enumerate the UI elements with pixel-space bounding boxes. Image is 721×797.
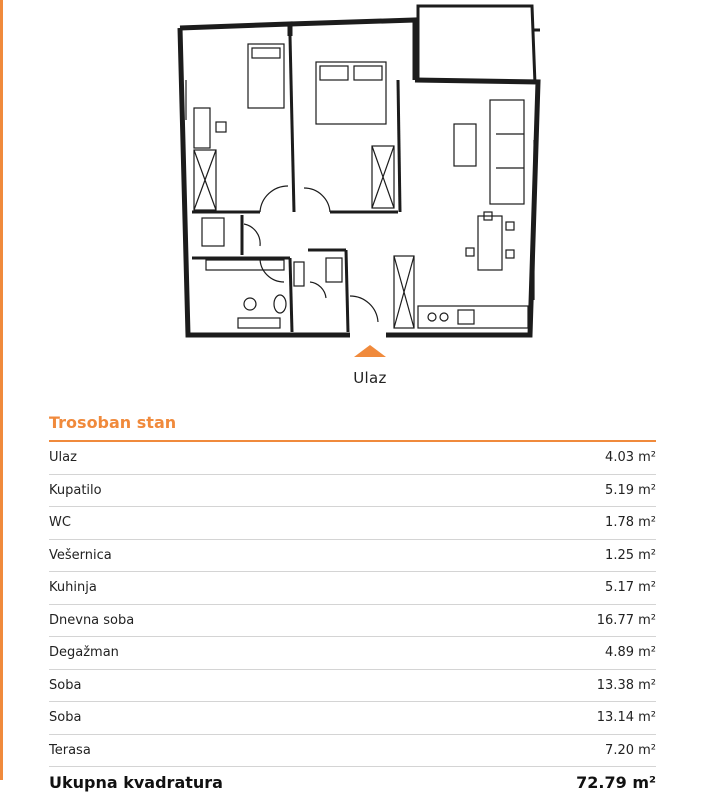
- table-row: [49, 572, 656, 605]
- room-area: 4.03 m²: [605, 450, 656, 466]
- windows: [186, 80, 534, 300]
- room-area: 13.38 m²: [596, 677, 656, 693]
- room-name: Ulaz: [49, 450, 77, 466]
- room-area: 1.78 m²: [605, 515, 656, 531]
- room-name: Soba: [49, 710, 82, 726]
- entry-label: Ulaz: [353, 369, 387, 387]
- total-value: 72.79 m²: [576, 772, 656, 792]
- room-name: WC: [49, 515, 71, 531]
- room-name: Dnevna soba: [49, 612, 135, 628]
- table-row: [49, 702, 656, 735]
- room-name: Degažman: [49, 645, 119, 661]
- table-row: [49, 442, 656, 475]
- table-row: [49, 605, 656, 638]
- total-label: Ukupna kvadratura: [49, 772, 223, 792]
- room-name: Soba: [49, 677, 82, 693]
- kitchen-counter: [418, 306, 528, 328]
- floor-plan: [150, 0, 570, 350]
- dining-set: [466, 212, 514, 270]
- area-table: [49, 413, 656, 797]
- desk: [194, 108, 226, 148]
- doors: [244, 186, 378, 322]
- bathroom-fixtures: [202, 218, 342, 328]
- bed-right: [316, 62, 386, 124]
- room-area: 4.89 m²: [605, 645, 656, 661]
- table-row: [49, 540, 656, 573]
- bed-left: [248, 44, 284, 108]
- table-row: [49, 735, 656, 768]
- entry-arrow-icon: [354, 345, 386, 357]
- table-title: Trosoban stan: [49, 413, 656, 442]
- room-area: 5.19 m²: [605, 482, 656, 498]
- room-area: 16.77 m²: [596, 612, 656, 628]
- table-row: [49, 475, 656, 508]
- wardrobes: [194, 146, 414, 328]
- outer-walls: [180, 20, 538, 335]
- terrace: [418, 6, 540, 84]
- table-row: [49, 670, 656, 703]
- room-name: Kuhinja: [49, 580, 97, 596]
- coffee-table: [454, 124, 476, 166]
- room-name: Kupatilo: [49, 482, 102, 498]
- room-area: 5.17 m²: [605, 580, 656, 596]
- room-area: 7.20 m²: [605, 742, 656, 758]
- room-area: 13.14 m²: [596, 710, 656, 726]
- table-row: [49, 507, 656, 540]
- room-area: 1.25 m²: [605, 547, 656, 563]
- room-name: Vešernica: [49, 547, 112, 563]
- left-accent-edge: [0, 0, 3, 780]
- room-name: Terasa: [49, 742, 91, 758]
- total-row: [49, 767, 656, 797]
- sofa: [490, 100, 524, 204]
- table-row: [49, 637, 656, 670]
